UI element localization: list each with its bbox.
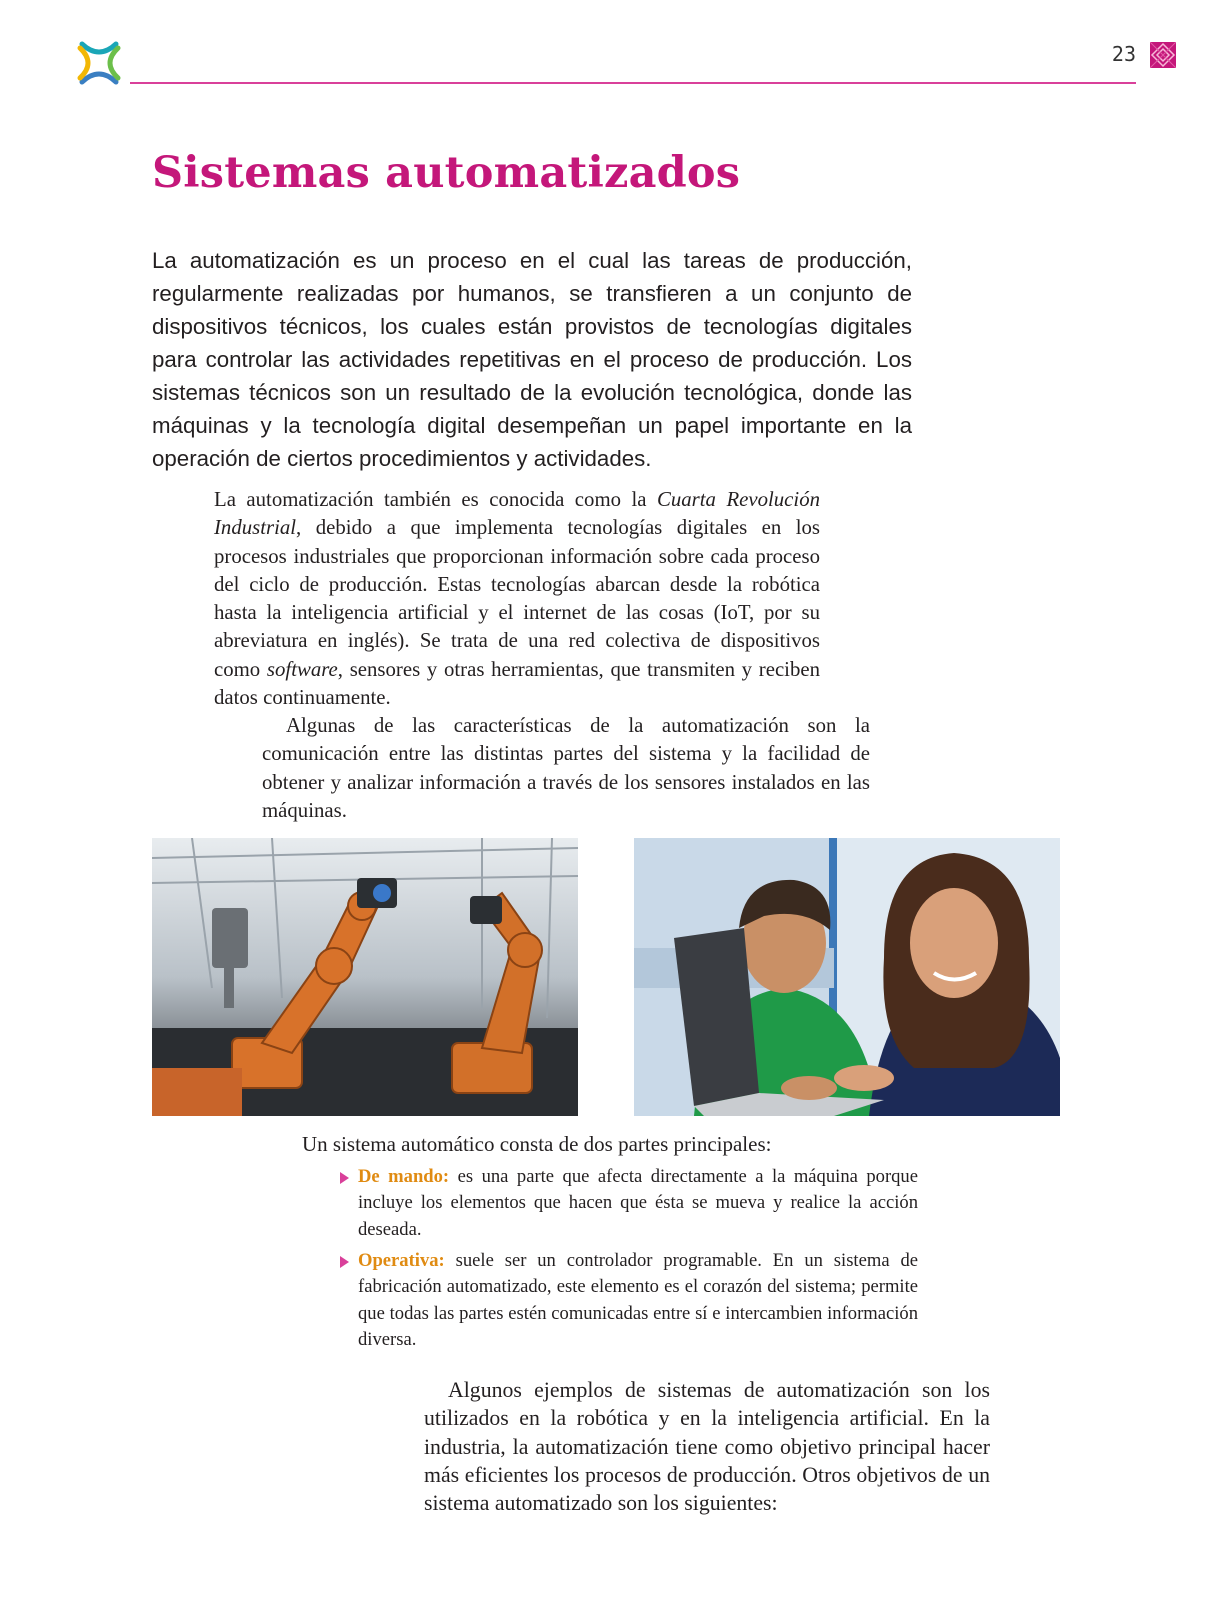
system-parts-intro: Un sistema automático consta de dos partes principales:: [302, 1132, 772, 1156]
characteristics-paragraph: Algunas de las características de la automatización son la comunicación entre las distintas partes del sistema y la facilidad de obtener y analizar información a través de los sensores instalados en las máquinas.: [262, 714, 870, 822]
intro-paragraph: La automatización es un proceso en el cual las tareas de producción, regularmente realizadas por humanos, se transfieren a un conjunto de dispositivos técnicos, los cuales están provistos de tecnologías digitales para controlar las actividades repetitivas en el proceso de producción. Los sistemas técnicos son un resultado de la evolución tecnológica, donde las máquinas y la tecnología digital desempeñan un papel importante en la operación de ciertos procedimientos y actividades.: [152, 248, 912, 471]
magenta-pattern-icon: [1150, 42, 1176, 68]
bullet-item-de-mando: [358, 1164, 918, 1243]
bullet-text: es una parte que afecta directamente a la máquina porque incluye los elementos que hacen que ésta se mueva y realice la acción deseada.: [358, 1166, 918, 1240]
p2-text-c: , sensores y otras herramientas, que transmiten y reciben datos continuamente.: [214, 657, 820, 710]
bullet-text: suele ser un controlador programable. En un sistema de fabricación automatizado, este elemento es el corazón del sistema; permite que todas las partes estén comunicadas entre sí e intercambien información diversa.: [358, 1250, 918, 1350]
p2-text-b: , debido a que implementa tecnologías digitales en los procesos industriales que proporcionan información sobre cada proceso del ciclo de producción. Estas tecnologías abarcan desde la robótica hasta la inteligencia artificial y el internet de las cosas (IoT, por su abreviatura en inglés). Se trata de una red colectiva de dispositivos como: [214, 516, 820, 681]
revolution-paragraph: [214, 486, 820, 712]
bullet-item-operativa: [358, 1248, 918, 1353]
bullet-triangle-icon: [340, 1172, 349, 1184]
p2-text-a: La automatización también es conocida como la: [214, 488, 658, 511]
four-arc-logo-icon: [76, 40, 122, 86]
industrial-robot-arms-photo: [152, 838, 578, 1116]
bullet-term: De mando:: [358, 1166, 450, 1187]
page-number: 23: [1111, 42, 1136, 66]
p2-em-software: software: [266, 657, 338, 681]
students-laptop-photo: [634, 838, 1060, 1116]
page-title: Sistemas automatizados: [152, 148, 741, 198]
header-rule: [130, 82, 1136, 84]
bullet-term: Operativa:: [358, 1250, 445, 1271]
bullet-triangle-icon: [340, 1256, 349, 1268]
examples-paragraph: Algunos ejemplos de sistemas de automatización son los utilizados en la robótica y en la inteligencia artificial. En la industria, la automatización tiene como objetivo principal hacer más eficientes los procesos de producción. Otros objetivos de un sistema automatizado son los siguientes:: [424, 1378, 990, 1516]
p2-em-cuarta: Cuarta Revolución Industrial: [214, 488, 820, 540]
